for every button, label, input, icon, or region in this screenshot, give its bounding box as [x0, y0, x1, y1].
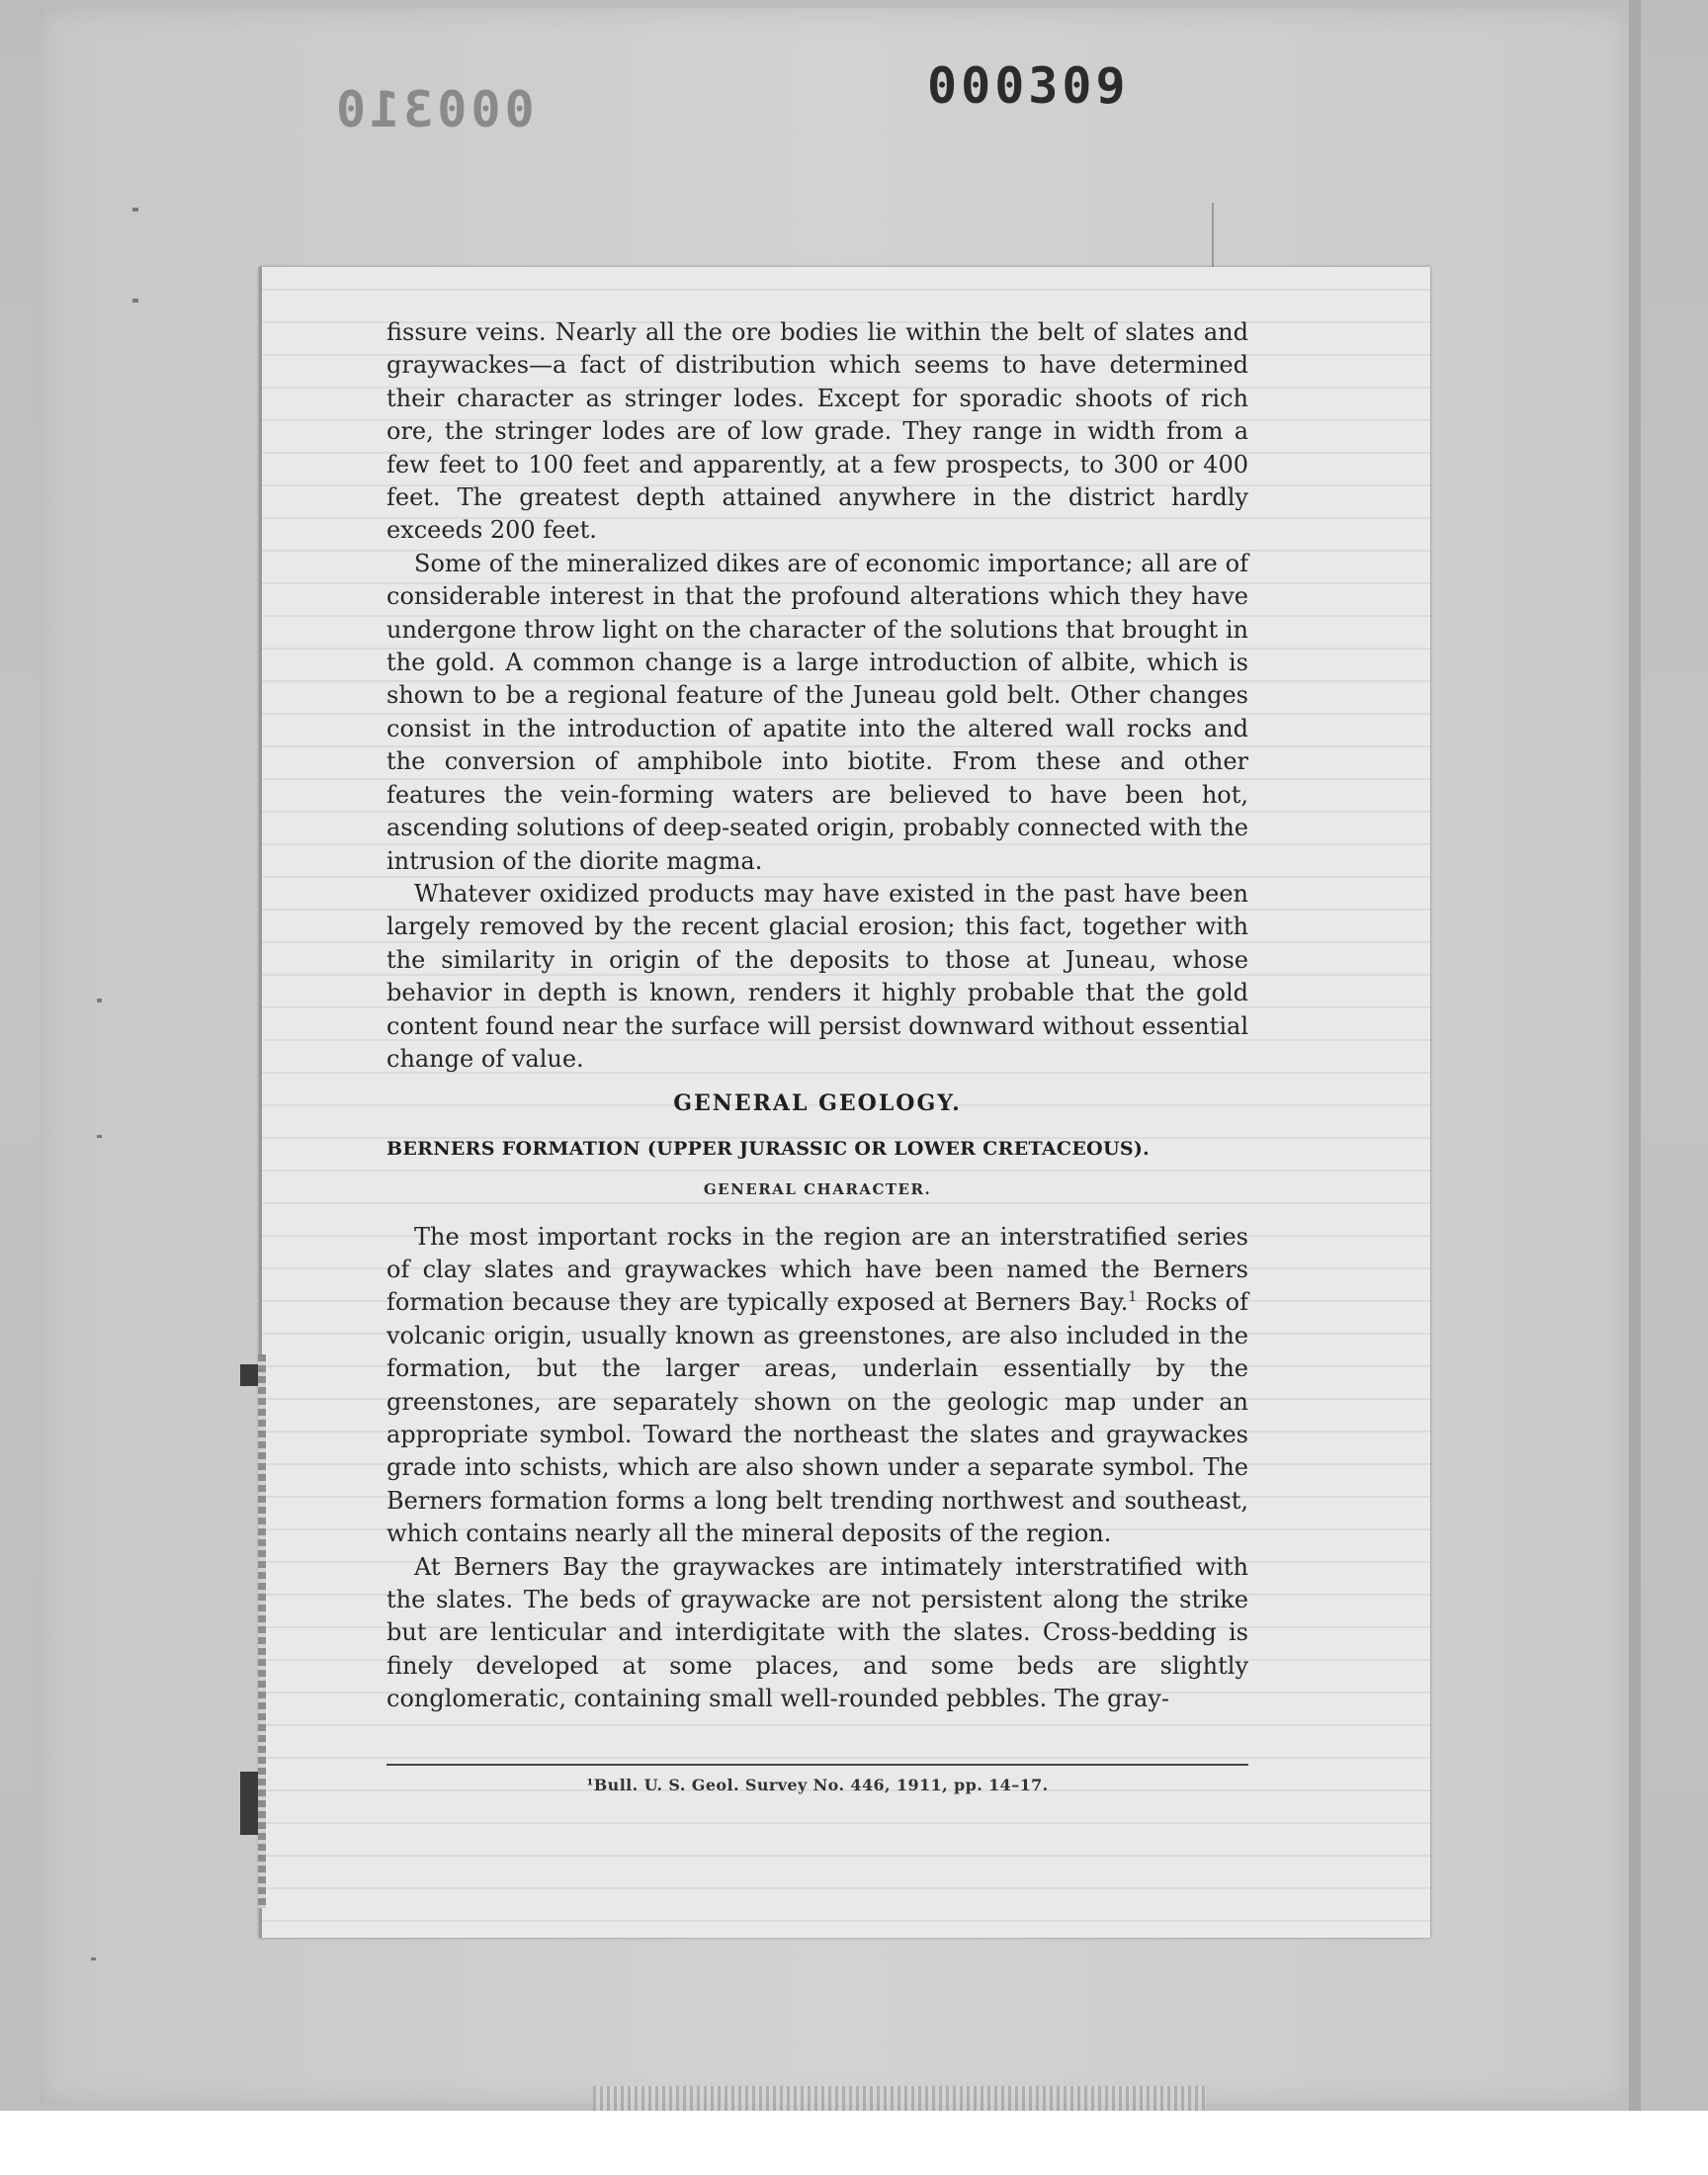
paragraph: Whatever oxidized products may have existed in the past have been largely removed by the recent glacial erosion; this fact, together with the similarity in origin of the deposits to those at Juneau, whose behavior in depth is known, renders it highly probable that the gold content found near the surface will persist downward without essential change of value.: [386, 879, 1248, 1073]
paragraph-text: Rocks of volcanic origin, usually known as greenstones, are also included in the formation, but the larger areas, underlain essentially by the greenstones, are separately shown on the geologic map under an appropriate symbol. Toward the northeast the slates and graywackes grade into schists, which are also shown under a separate symbol. The Berners formation forms a long belt trending northwest and southeast, which contains nearly all the mineral deposits of the region.: [386, 1288, 1249, 1548]
speck: [97, 999, 102, 1002]
footnote-marker: 1: [1128, 1289, 1138, 1306]
speck: [97, 1135, 102, 1138]
binder-clip: [240, 1364, 258, 1386]
binder-clip: [240, 1772, 258, 1835]
speck: [132, 208, 138, 212]
body-text: [386, 316, 1248, 1716]
torn-left-edge: [258, 1354, 266, 1908]
section-heading: GENERAL GEOLOGY.: [673, 1090, 962, 1117]
paragraph: fissure veins. Nearly all the ore bodies lie within the belt of slates and graywackes—a fact of distribution which seems to have determined their character as stringer lodes. Except for sporadic shoots of rich ore, the stringer lodes are of low grade. They range in width from a few feet to 100 feet and apparently, at a few prospects, to 300 or 400 feet. The greatest depth attained anywhere in the district hardly exceeds 200 feet.: [386, 318, 1248, 545]
paragraph: At Berners Bay the graywackes are intimately interstratified with the slates. The beds of graywacke are not persistent along the strike but are lenticular and interdigitate with the slates. Cross-bedding is finely developed at some places, and some beds are slightly conglomeratic, containing small well-rounded pebbles. The gray-: [386, 1552, 1248, 1713]
speck: [132, 299, 138, 303]
speck: [91, 1958, 96, 1960]
minor-heading: GENERAL CHARACTER.: [703, 1180, 932, 1199]
paragraph-text: The most important rocks in the region are an interstratified series of clay slates and graywackes which have been named the Berners formation because they are typically exposed at Berners Bay.: [386, 1222, 1248, 1317]
footnote: ¹Bull. U. S. Geol. Survey No. 446, 1911, pp. 14–17.: [586, 1776, 1049, 1794]
footnote-rule: [386, 1764, 1248, 1766]
ghost-stamp-number: 000310: [332, 81, 535, 138]
subsection-heading: BERNERS FORMATION (UPPER JURASSIC OR LOWER CRETACEOUS).: [386, 1137, 1151, 1160]
paragraph: Some of the mineralized dikes are of economic importance; all are of considerable interest in that the profound alterations which they have undergone throw light on the character of the solutions that brought in the gold. A common change is a large introduction of albite, which is shown to be a regional feature of the Juneau gold belt. Other changes consist in the introduction of apatite into the altered wall rocks and the conversion of amphibole into biotite. From these and other features the vein-forming waters are believed to have been hot, ascending solutions of deep-seated origin, probably connected with the intrusion of the diorite magma.: [386, 549, 1248, 875]
paragraph: [386, 1221, 1248, 1551]
scan-artifact: [593, 2086, 1206, 2111]
document-page: [259, 267, 1430, 1938]
scan-right-edge: [1629, 0, 1641, 2111]
page-stamp-number: 000309: [927, 57, 1130, 115]
